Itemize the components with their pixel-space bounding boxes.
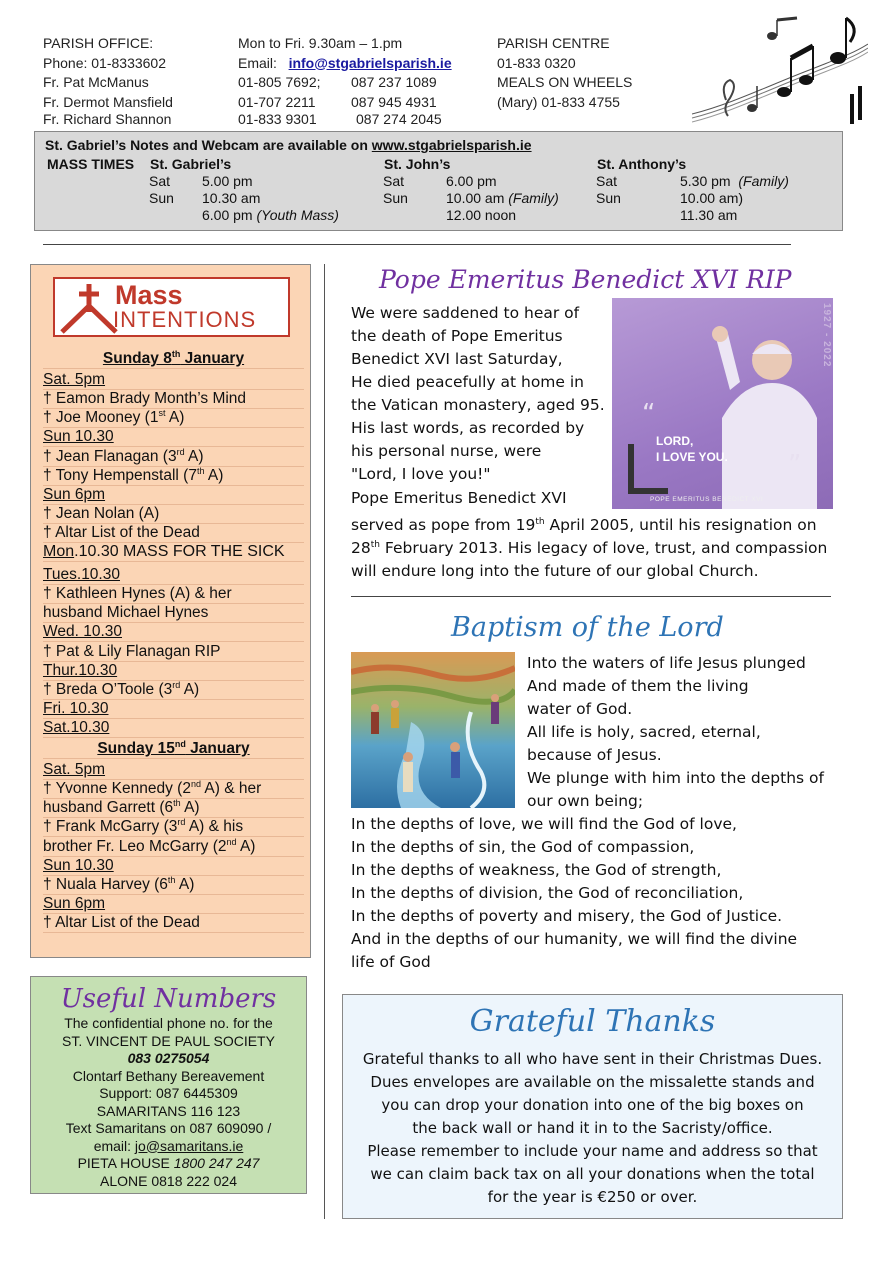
ordinal-suffix: th — [196, 465, 205, 476]
useful-numbers-title: Useful Numbers — [60, 984, 277, 1014]
verse-line: And in the depths of our humanity, we will find the divine — [351, 930, 798, 948]
verse-line: because of Jesus. — [527, 746, 662, 764]
intention-entry: husband Garrett (6th A) — [43, 798, 304, 818]
intentions-heading — [43, 349, 304, 369]
intention-day — [43, 699, 304, 719]
ordinal-suffix: rd — [172, 679, 181, 690]
intention-entry: † Yvonne Kennedy (2nd A) & her — [43, 779, 304, 799]
pope-text — [351, 302, 605, 510]
phone-number: 01-707 2211 — [238, 93, 316, 110]
mass-times-box — [34, 131, 843, 231]
phone-number: 01-833 9301 — [238, 111, 317, 127]
verse-line: We plunge with him into the depths of — [527, 769, 824, 787]
intention-day — [43, 856, 304, 876]
phone-number: 01-805 7692; — [238, 74, 321, 90]
day-label: Tues.10.30 — [43, 566, 120, 584]
phone-row — [238, 73, 488, 93]
useful-number-line: Clontarf Bethany Bereavement — [72, 1067, 265, 1084]
mass-time: 11.30 am — [680, 207, 738, 223]
baptism-painting — [351, 652, 515, 808]
mobile-number: 087 945 4931 — [351, 93, 437, 110]
office-line: Fr. Pat McManus — [43, 74, 149, 90]
day-label: Mon — [43, 543, 75, 560]
ordinal-suffix: th — [167, 874, 176, 885]
mass-time: 6.00 pm — [446, 173, 497, 189]
pope-title: Pope Emeritus Benedict XVI RIP — [379, 265, 792, 294]
intention-day: Mon.10.30 MASS FOR THE SICK — [43, 542, 304, 562]
day-label: Sat.10.30 — [43, 718, 110, 736]
intention-day — [43, 622, 304, 642]
intention-entry: † Breda O’Toole (3rd A) — [43, 680, 304, 700]
verse-line: In the depths of division, the God of reconciliation, — [351, 884, 744, 902]
mass-time: 10.00 am) — [680, 190, 744, 206]
ordinal-suffix: th — [171, 348, 181, 359]
mass-time — [202, 207, 339, 224]
useful-numbers-list — [31, 1015, 306, 1190]
useful-number-line: email: jo@samaritans.ie — [93, 1137, 244, 1154]
heading-text: Sunday 8th January — [102, 348, 245, 367]
mass-intentions-logo — [53, 277, 290, 337]
ordinal-suffix: th — [173, 798, 181, 809]
pope-text-line: will endure long into the future of our global Church. — [351, 562, 759, 580]
intention-day — [43, 485, 304, 505]
centre-line: (Mary) 01-833 4755 — [497, 93, 620, 110]
intention-entry: † Pat & Lily Flanagan RIP — [43, 642, 304, 662]
mass-note: (Youth Mass) — [256, 207, 339, 223]
day-label: Sun 6pm — [43, 894, 106, 912]
thanks-line: you can drop your donation into one of the big boxes on — [381, 1096, 804, 1114]
mass-time-value: 5.30 pm — [680, 173, 731, 189]
intention-entry: husband Michael Hynes — [43, 603, 304, 623]
email-link[interactable]: info@stgabrielsparish.ie — [288, 54, 452, 71]
day-label: Fri. 10.30 — [43, 699, 109, 717]
intention-entry: † Eamon Brady Month’s Mind — [43, 389, 304, 409]
webcam-notice — [45, 137, 532, 154]
pope-text-line: 28th February 2013. His legacy of love, trust, and compassion — [351, 539, 828, 557]
image-years: 1927 - 2022 — [821, 303, 832, 368]
useful-number-line: ALONE 0818 222 024 — [100, 1172, 237, 1189]
intention-day — [43, 370, 304, 390]
ordinal-suffix: nd — [174, 738, 186, 749]
mass-day: Sat — [383, 173, 405, 189]
centre-line: MEALS ON WHEELS — [497, 74, 633, 90]
image-caption: POPE EMERITUS BENEDICT XVI — [650, 496, 764, 503]
quote-line-1: LORD, — [656, 434, 694, 448]
mass-time: 5.00 pm — [202, 173, 253, 189]
mass-note: (Family) — [738, 173, 789, 189]
useful-numbers-panel — [30, 976, 307, 1194]
useful-number-line: PIETA HOUSE 1800 247 247 — [77, 1155, 260, 1171]
phone-number: 1800 247 247 — [173, 1155, 260, 1171]
intention-entry: brother Fr. Leo McGarry (2nd A) — [43, 837, 304, 857]
verse-line: life of God — [351, 953, 431, 971]
ordinal-suffix: nd — [190, 779, 201, 790]
day-label: Sat. 5pm — [43, 371, 106, 389]
mass-time — [680, 173, 789, 190]
centre-line: PARISH CENTRE — [497, 35, 610, 51]
church-name: St. John’s — [384, 156, 451, 172]
office-line: Phone: 01-8333602 — [43, 54, 166, 71]
phone-row — [238, 110, 488, 130]
pope-text-line: "Lord, I love you!" — [351, 465, 491, 483]
mass-day: Sat — [596, 173, 618, 189]
intention-day — [43, 427, 304, 447]
day-label: Sun 6pm — [43, 485, 106, 503]
baptism-river-illustration — [351, 652, 515, 808]
grateful-thanks-title: Grateful Thanks — [469, 1004, 716, 1039]
ordinal-suffix: th — [370, 539, 380, 550]
day-label: Sat. 5pm — [43, 761, 106, 779]
pope-photo — [612, 298, 833, 509]
intention-entry: † Nuala Harvey (6th A) — [43, 875, 304, 895]
useful-number-line: SAMARITANS 116 123 — [96, 1102, 241, 1119]
intention-entry: † Kathleen Hynes (A) & her — [43, 584, 304, 604]
intention-day — [43, 894, 304, 914]
mobile-number: 087 274 2045 — [356, 111, 442, 127]
pope-divider — [351, 596, 831, 597]
intention-entry: † Tony Hempenstall (7th A) — [43, 466, 304, 486]
verse-line: In the depths of poverty and misery, the God of Justice. — [351, 907, 783, 925]
website-link[interactable]: www.stgabrielsparish.ie — [371, 137, 532, 153]
day-label: Sun 10.30 — [43, 428, 114, 446]
useful-number-line: ST. VINCENT DE PAUL SOCIETY — [62, 1032, 275, 1049]
ordinal-suffix: th — [535, 516, 545, 527]
intention-entry: † Joe Mooney (1st A) — [43, 408, 304, 428]
pope-text-line: He died peacefully at home in — [351, 373, 584, 391]
music-notes-graphic — [692, 14, 868, 130]
mass-note: (Family) — [508, 190, 559, 206]
pope-text-line: Pope Emeritus Benedict XVI — [351, 489, 567, 507]
intention-day — [43, 760, 304, 780]
centre-line: 01-833 0320 — [497, 54, 576, 71]
verse-line: All life is holy, sacred, eternal, — [527, 723, 761, 741]
pope-text-line: Benedict XVI last Saturday, — [351, 350, 563, 368]
mass-time — [446, 190, 559, 207]
grateful-thanks-text — [343, 1048, 842, 1209]
intention-day — [43, 718, 304, 738]
svg-text:“: “ — [642, 399, 656, 429]
day-label: Thur.10.30 — [43, 661, 118, 679]
verse-line: In the depths of weakness, the God of strength, — [351, 861, 722, 879]
church-name: St. Gabriel’s — [150, 156, 232, 172]
verse-line: Into the waters of life Jesus plunged — [527, 654, 806, 672]
church-cross-icon — [59, 282, 119, 334]
mass-day: Sun — [149, 190, 174, 206]
verse-line: In the depths of love, we will find the God of love, — [351, 815, 737, 833]
baptism-verse-side — [527, 652, 824, 813]
intention-entry: † Jean Nolan (A) — [43, 504, 304, 524]
mass-time: 10.30 am — [202, 190, 261, 206]
mass-time-value: 6.00 pm — [202, 207, 253, 223]
ordinal-suffix: nd — [226, 836, 237, 847]
centre-column — [497, 34, 687, 112]
thanks-line: Please remember to include your name and address so that — [367, 1142, 818, 1160]
baptism-title: Baptism of the Lord — [451, 612, 724, 643]
office-line: Fr. Richard Shannon — [43, 111, 172, 127]
useful-number-line: The confidential phone no. for the — [64, 1015, 273, 1031]
mass-time: 12.00 noon — [446, 207, 517, 223]
ordinal-suffix: st — [158, 408, 166, 419]
useful-number-line: Text Samaritans on 087 609090 / — [65, 1120, 272, 1136]
thanks-line: Grateful thanks to all who have sent in their Christmas Dues. — [362, 1050, 823, 1068]
pope-text-line: served as pope from 19th April 2005, until his resignation on — [351, 516, 817, 534]
contact-column — [238, 34, 488, 130]
office-line: Fr. Dermot Mansfield — [43, 93, 173, 110]
svg-text:”: ” — [788, 450, 802, 480]
office-line: PARISH OFFICE: — [43, 35, 154, 51]
thanks-line: we can claim back tax on all your donations when the total — [370, 1165, 815, 1183]
mass-day: Sat — [149, 173, 171, 189]
useful-number-line: Support: 087 6445309 — [99, 1085, 238, 1101]
logo-text-intentions: INTENTIONS — [113, 307, 257, 332]
pope-text-line: his personal nurse, were — [351, 442, 542, 460]
pope-portrait-illustration — [612, 298, 833, 509]
mass-time-value: 10.00 am — [446, 190, 505, 206]
logo-text-mass: Mass — [115, 280, 183, 310]
mass-day: Sun — [383, 190, 408, 206]
thanks-line: the back wall or hand it in to the Sacristy/office. — [412, 1119, 773, 1137]
header-divider — [43, 244, 791, 245]
mass-day: Sun — [596, 190, 621, 206]
column-divider — [324, 264, 325, 1219]
ordinal-suffix: rd — [176, 446, 185, 457]
verse-line: In the depths of sin, the God of compassion, — [351, 838, 695, 856]
verse-line: water of God. — [527, 700, 633, 718]
day-label: Wed. 10.30 — [43, 623, 122, 641]
grateful-thanks-box — [342, 994, 843, 1219]
verse-line: And made of them the living — [527, 677, 749, 695]
baptism-verse-full — [351, 813, 797, 974]
intention-entry: † Frank McGarry (3rd A) & his — [43, 817, 304, 837]
mass-intentions-panel — [30, 264, 311, 958]
mass-times-label: MASS TIMES — [47, 156, 135, 172]
office-hours: Mon to Fri. 9.30am – 1.pm — [238, 35, 403, 51]
pope-text-line: His last words, as recorded by — [351, 419, 585, 437]
heading-text: Sunday 15nd January — [97, 738, 250, 757]
quote-line-2: I LOVE YOU. — [656, 450, 728, 464]
intention-day — [43, 661, 304, 681]
pope-text-line: the Vatican monastery, aged 95. — [351, 396, 605, 414]
intention-entry: † Altar List of the Dead — [43, 913, 304, 933]
office-column — [43, 34, 233, 130]
pope-text-line: the death of Pope Emeritus — [351, 327, 563, 345]
church-name: St. Anthony’s — [597, 156, 687, 172]
mobile-number: 087 237 1089 — [351, 74, 437, 90]
pope-text-line: We were saddened to hear of — [351, 304, 580, 322]
intentions-heading — [43, 739, 304, 759]
intention-entry: † Altar List of the Dead — [43, 523, 304, 543]
intention-entry: † Jean Flanagan (3rd A) — [43, 447, 304, 467]
thanks-line: Dues envelopes are available on the missalette stands and — [370, 1073, 815, 1091]
pope-text-wide — [351, 514, 827, 583]
useful-number-line: 083 0275054 — [127, 1050, 210, 1066]
intention-day — [43, 565, 304, 585]
thanks-line: for the year is €250 or over. — [487, 1188, 698, 1206]
email-line — [238, 54, 488, 74]
email-label: Email: — [238, 54, 277, 71]
day-label: Sun 10.30 — [43, 856, 114, 874]
notice-text: St. Gabriel’s Notes and Webcam are available on — [45, 137, 372, 153]
email-link[interactable]: jo@samaritans.ie — [134, 1137, 244, 1154]
ordinal-suffix: rd — [177, 817, 186, 828]
verse-line: our own being; — [527, 792, 644, 810]
